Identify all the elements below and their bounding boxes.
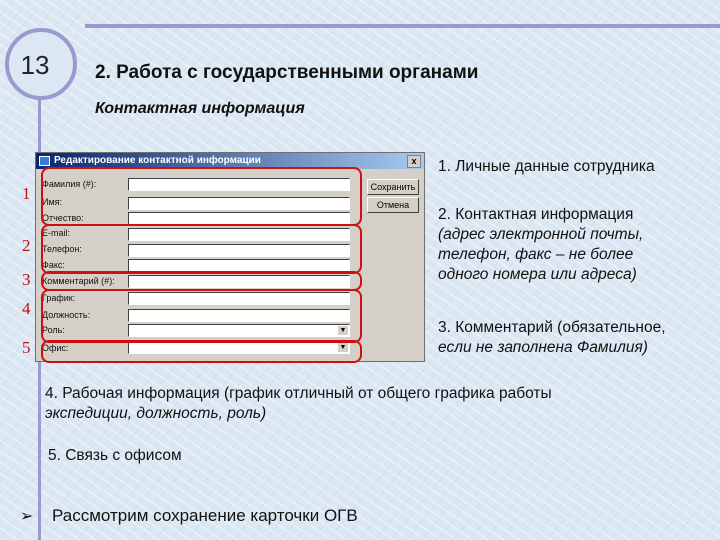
marker-1: 1 (22, 184, 31, 203)
highlight-comment (41, 271, 362, 291)
chevron-down-icon[interactable]: ▼ (339, 344, 347, 351)
label-lastname: Фамилия (#): (42, 179, 97, 189)
note-2-line: одного номера или адреса) (438, 266, 637, 283)
label-email: E-mail: (42, 228, 71, 238)
note-3-line: 3. Комментарий (обязательное, (438, 319, 666, 336)
highlight-work (41, 289, 362, 343)
cancel-button[interactable]: Отмена (367, 197, 419, 213)
note-2-line: (адрес электронной почты, (438, 226, 644, 243)
marker-5: 5 (22, 338, 31, 357)
marker-4: 4 (22, 299, 31, 318)
label-phone: Телефон: (42, 244, 82, 254)
close-button[interactable]: x (407, 155, 421, 168)
window-icon (39, 156, 50, 166)
label-office: Офис: (42, 343, 69, 353)
note-2-line: 2. Контактная информация (438, 206, 634, 223)
note-4-line: экспедиции, должность, роль) (45, 405, 267, 422)
label-position: Должность: (42, 310, 91, 320)
slide-title: 2. Работа с государственными органами (95, 62, 479, 83)
marker-3: 3 (22, 270, 31, 289)
slide-subtitle: Контактная информация (95, 100, 305, 117)
note-3-line: если не заполнена Фамилия) (438, 339, 648, 356)
slide-number: 13 (20, 50, 50, 80)
note-4-line: 4. Рабочая информация (график отличный от общего графика работы (45, 385, 552, 402)
arrow-bullet-icon: ➢ (20, 508, 34, 525)
bullet-text: Рассмотрим сохранение карточки ОГВ (52, 506, 358, 525)
note-1: 1. Личные данные сотрудника (438, 158, 655, 175)
label-fax: Факс: (42, 260, 65, 270)
label-firstname: Имя: (42, 197, 63, 207)
note-4 (45, 384, 552, 424)
note-2-line: телефон, факс – не более (438, 246, 634, 263)
save-button[interactable]: Сохранить (367, 179, 419, 195)
label-comment: Комментарий (#): (42, 276, 115, 286)
dialog-title: Редактирование контактной информации (54, 155, 261, 166)
marker-2: 2 (22, 236, 31, 255)
highlight-office (41, 340, 362, 363)
label-role: Роль: (42, 325, 65, 335)
note-2 (438, 205, 643, 285)
note-5: 5. Связь с офисом (48, 447, 182, 464)
highlight-contact (41, 224, 362, 274)
decor-line-horizontal (85, 24, 720, 28)
chevron-down-icon[interactable]: ▼ (339, 327, 347, 334)
label-schedule: График: (42, 293, 76, 303)
label-patronymic: Отчество: (42, 213, 84, 223)
note-3 (438, 318, 666, 358)
highlight-personal (41, 167, 362, 226)
